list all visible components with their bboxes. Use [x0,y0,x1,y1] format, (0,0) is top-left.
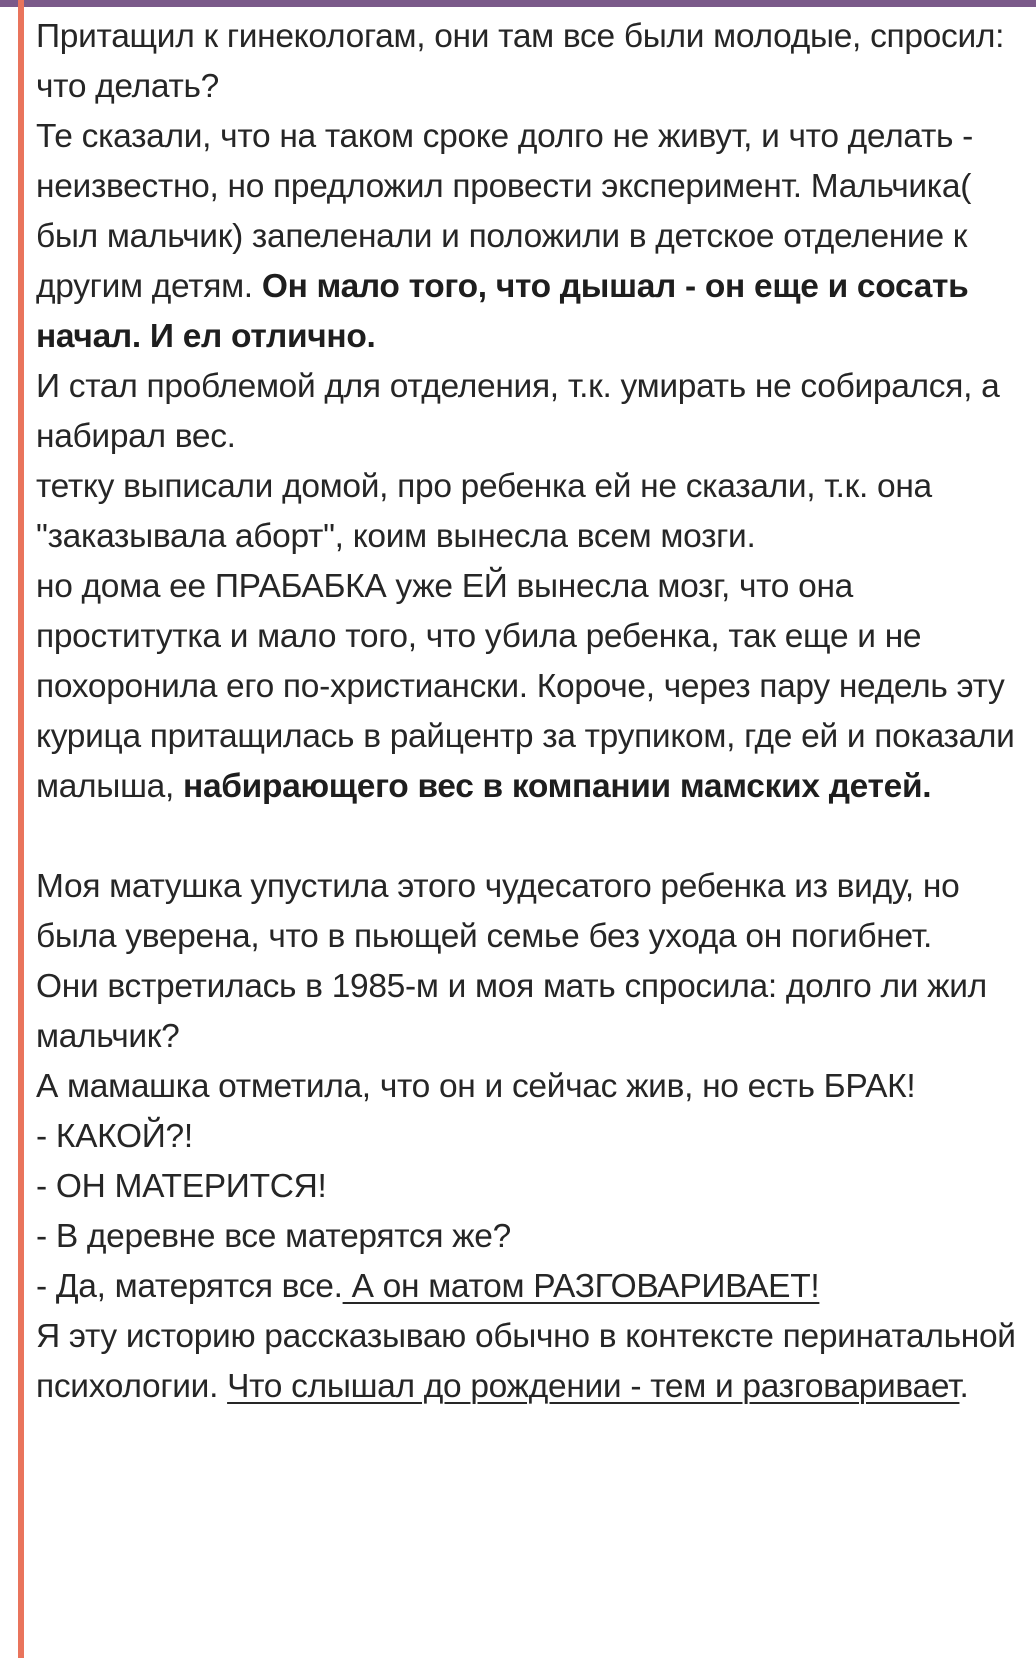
dialogue-line: - Да, матерятся все. А он матом РАЗГОВАРИВАЕТ! [36,1268,820,1305]
paragraph: но дома ее ПРАБАБКА уже ЕЙ вынесла мозг, что она проститутка и мало того, что убила ребенка, так еще и не похоронила его по-христиански. Короче, через пару недель эту курица притащилась в райцентр за трупиком, где ей и показали малыша, набирающего вес в компании мамских детей. [36,568,1015,805]
bold-text: набирающего вес в компании мамских детей. [183,768,932,805]
top-bar [0,0,1036,7]
post-text [36,12,1021,1412]
blank-line [36,812,1021,862]
dialogue-line: - В деревне все матерятся же? [36,1218,511,1255]
dialogue-line: - КАКОЙ?! [36,1118,193,1155]
paragraph: Я эту историю рассказываю обычно в контексте перинатальной психологии. Что слышал до рождении - тем и разговаривает. [36,1318,1016,1405]
underlined-text: А он матом РАЗГОВАРИВАЕТ! [342,1268,820,1305]
quote-stripe [18,0,24,1658]
paragraph: И стал проблемой для отделения, т.к. умирать не собирался, а набирал вес. [36,368,1000,455]
underlined-text: Что слышал до рождении - тем и разговаривает [227,1368,960,1405]
paragraph: Они встретилась в 1985-м и моя мать спросила: долго ли жил мальчик? [36,968,987,1055]
paragraph: тетку выписали домой, про ребенка ей не сказали, т.к. она "заказывала аборт", коим вынесла всем мозги. [36,468,932,555]
dialogue-line: - ОН МАТЕРИТСЯ! [36,1168,327,1205]
paragraph: Те сказали, что на таком сроке долго не живут, и что делать - неизвестно, но предложил провести эксперимент. Мальчика( был мальчик) запеленали и положили в детское отделение к другим детям. Он мало того, что дышал - он еще и сосать начал. И ел отлично. [36,118,974,355]
bold-text: Он мало того, что дышал - он еще и сосать начал. И ел отлично. [36,268,969,355]
paragraph: Моя матушка упустила этого чудесатого ребенка из виду, но была уверена, что в пьющей семье без ухода он погибнет. [36,868,960,955]
paragraph: А мамашка отметила, что он и сейчас жив, но есть БРАК! [36,1068,916,1105]
paragraph: Притащил к гинекологам, они там все были молодые, спросил: что делать? [36,18,1005,105]
